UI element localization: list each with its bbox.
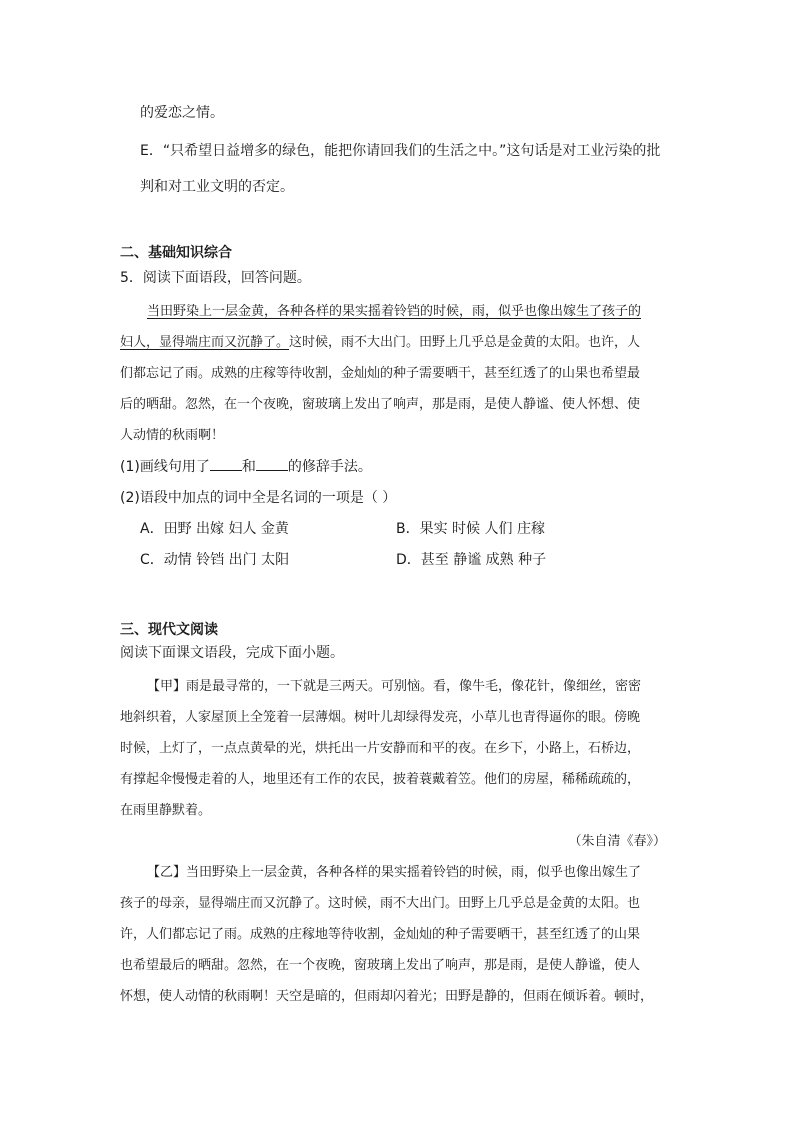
jia-line-3: 时候，上灯了，一点点黄晕的光，烘托出一片安静而和平的夜。在乡下，小路上，石桥边，: [120, 741, 641, 756]
q5-option-a: A．田野 出嫁 妇人 金黄: [140, 521, 289, 537]
underlined-sentence-part1: 当田野染上一层金黄，各种各样的果实摇着铃铛的时候，雨，似乎也像出嫁生了孩子的: [147, 304, 642, 319]
passage-line-2-rest: 这时候，雨不大出门。田野上几乎总是金黄的太阳。也许，人: [289, 335, 641, 350]
jia-line-1: 【甲】雨是最寻常的，一下就是三两天。可别恼。看，像牛毛，像花针，像细丝，密密: [147, 679, 642, 694]
q5-sub1: [120, 456, 372, 477]
yi-line-1: 【乙】当田野染上一层金黄，各种各样的果实摇着铃铛的时候，雨，似乎也像出嫁生了: [147, 865, 642, 880]
q5-sub1-text-c: 的修辞手法。: [287, 459, 372, 475]
section-heading-basic-knowledge: 二、基础知识综合: [120, 245, 232, 261]
q4-continuation-text: 的爱恋之情。: [140, 105, 224, 121]
passage-line-5: 人动情的秋雨啊！: [120, 428, 225, 443]
q5-option-c: C．动情 铃铛 出门 太阳: [140, 552, 290, 568]
jia-line-4: 有撑起伞慢慢走着的人，地里还有工作的农民，披着蓑戴着笠。他们的房屋，稀稀疏疏的，: [120, 772, 641, 787]
passage-line-1: [147, 302, 641, 322]
jia-line-5: 在雨里静默着。: [120, 803, 212, 818]
q5-sub1-text-a: (1)画线句用了: [120, 459, 210, 475]
section-heading-modern-reading: 三、现代文阅读: [120, 622, 218, 638]
q5-option-b: B．果实 时候 人们 庄稼: [396, 521, 545, 537]
yi-line-3: 许，人们都忘记了雨。成熟的庄稼地等待收割，金灿灿的种子需要晒干，甚至红透了的山果: [120, 927, 641, 942]
q5-prompt: 5．阅读下面语段，回答问题。: [120, 270, 311, 286]
answer-blank-2[interactable]: [256, 456, 288, 471]
passage-line-3: 们都忘记了雨。成熟的庄稼等待收割，金灿灿的种子需要晒干，甚至红透了的山果也希望最: [120, 366, 641, 381]
passage-line-4: 后的晒甜。忽然，在一个夜晚，窗玻璃上发出了响声，那是雨，是使人静谧、使人怀想、使: [120, 397, 641, 412]
section3-prompt: 阅读下面课文语段，完成下面小题。: [120, 645, 344, 661]
q5-option-d: D．甚至 静谧 成熟 种子: [396, 552, 547, 568]
yi-line-5: 怀想，使人动情的秋雨啊！天空是暗的，但雨却闪着光；田野是静的，但雨在倾诉着。顿时，: [120, 989, 654, 1004]
jia-source-citation: （朱自清《春》）: [568, 834, 666, 849]
q5-sub2: (2)语段中加点的词中全是名词的一项是（ ）: [120, 490, 397, 506]
q5-sub1-text-b: 和: [241, 459, 256, 475]
jia-line-2: 地斜织着，人家屋顶上全笼着一层薄烟。树叶儿却绿得发亮，小草儿也青得逼你的眼。傍晚: [120, 710, 641, 725]
answer-blank-1[interactable]: [210, 456, 242, 471]
yi-line-2: 孩子的母亲，显得端庄而又沉静了。这时候，雨不大出门。田野上几乎总是金黄的太阳。也: [120, 896, 641, 911]
q4-option-e-line2: 判和对工业文明的否定。: [140, 179, 294, 195]
q4-option-e-line1: E．“只希望日益增多的绿色，能把你请回我们的生活之中。”这句话是对工业污染的批: [140, 143, 661, 159]
underlined-sentence-part2: 妇人，显得端庄而又沉静了。: [120, 335, 290, 350]
passage-line-2: [120, 333, 640, 353]
yi-line-4: 也希望最后的晒甜。忽然，在一个夜晚，窗玻璃上发出了响声，那是雨，是使人静谧，使人: [120, 958, 641, 973]
